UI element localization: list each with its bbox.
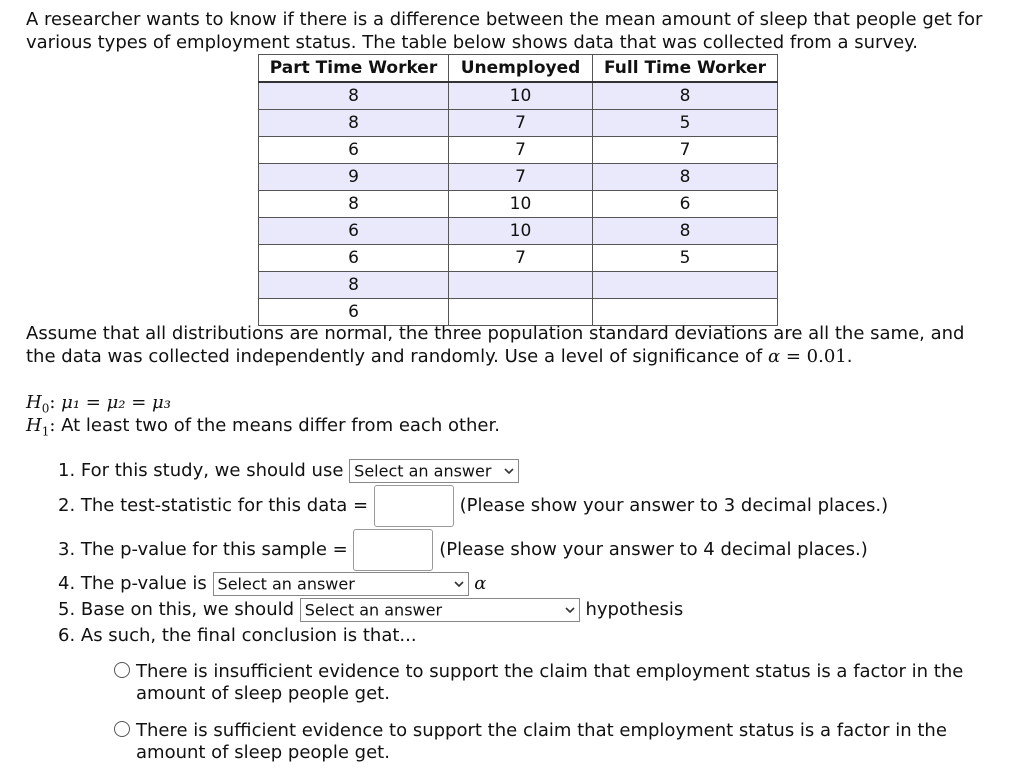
table-row bbox=[259, 245, 778, 272]
table-cell: 8 bbox=[259, 82, 449, 110]
question-6-label: 6. As such, the final conclusion is that... bbox=[58, 625, 417, 646]
alternative-hypothesis bbox=[26, 415, 500, 443]
question-6 bbox=[58, 624, 417, 648]
h1-text: At least two of the means differ from each other. bbox=[61, 415, 500, 436]
table-cell: 8 bbox=[593, 218, 778, 245]
assumptions-period: . bbox=[846, 346, 853, 367]
column-header-part-time: Part Time Worker bbox=[259, 55, 449, 83]
chevron-down-icon bbox=[564, 602, 576, 618]
table-row bbox=[259, 272, 778, 299]
conclusion-option-insufficient[interactable] bbox=[114, 661, 994, 705]
table-cell bbox=[449, 272, 593, 299]
h0-subscript: 0 bbox=[41, 401, 50, 416]
assumptions-text bbox=[26, 322, 1016, 368]
p-value-input[interactable] bbox=[353, 529, 433, 571]
question-1-label: 1. For this study, we should use bbox=[58, 460, 344, 481]
sleep-data-table bbox=[258, 54, 778, 326]
h0-expression: μ₁ = μ₂ = μ₃ bbox=[61, 392, 171, 413]
table-row bbox=[259, 82, 778, 110]
alpha-value: 0.01 bbox=[806, 346, 847, 367]
hypothesis-decision-select[interactable] bbox=[300, 598, 580, 622]
table-header-row bbox=[259, 55, 778, 83]
table-cell: 10 bbox=[449, 191, 593, 218]
alpha-symbol: α bbox=[767, 346, 781, 367]
table-cell: 8 bbox=[259, 191, 449, 218]
question-5 bbox=[58, 598, 683, 622]
p-value-comparison-select[interactable] bbox=[213, 572, 469, 596]
intro-line-2: various types of employment status. The table below shows data that was collected from a survey. bbox=[26, 32, 918, 53]
table-row bbox=[259, 137, 778, 164]
assumptions-line-2 bbox=[26, 345, 1016, 368]
test-statistic-input[interactable] bbox=[374, 485, 454, 527]
table-cell: 6 bbox=[259, 299, 449, 326]
intro-line-1: A researcher wants to know if there is a difference between the mean amount of sleep that people get for bbox=[26, 9, 983, 30]
alpha-equals: = bbox=[780, 346, 807, 367]
table-cell: 6 bbox=[259, 218, 449, 245]
question-4-label: 4. The p-value is bbox=[58, 573, 207, 594]
h0-label: H bbox=[26, 392, 42, 413]
table-cell: 7 bbox=[593, 137, 778, 164]
table-cell: 8 bbox=[259, 110, 449, 137]
table-cell: 8 bbox=[593, 82, 778, 110]
h1-subscript: 1 bbox=[41, 424, 50, 439]
question-5-label: 5. Base on this, we should bbox=[58, 599, 295, 620]
p-value-comparison-select-value: Select an answer bbox=[217, 574, 355, 594]
conclusion-2-line-1: There is sufficient evidence to support the claim that employment status is a factor in the bbox=[136, 720, 947, 741]
table-cell: 7 bbox=[449, 164, 593, 191]
table-cell: 5 bbox=[593, 245, 778, 272]
question-1 bbox=[58, 459, 519, 483]
radio-button[interactable] bbox=[114, 721, 130, 737]
question-2 bbox=[58, 485, 888, 527]
conclusion-1-line-1: There is insufficient evidence to support the claim that employment status is a factor in the bbox=[136, 661, 964, 682]
h1-colon: : bbox=[49, 415, 56, 436]
h0-colon: : bbox=[49, 392, 56, 413]
question-4 bbox=[58, 572, 486, 596]
table-cell: 6 bbox=[259, 245, 449, 272]
problem-intro bbox=[26, 8, 1006, 54]
table-row bbox=[259, 110, 778, 137]
table-cell: 5 bbox=[593, 110, 778, 137]
question-2-label: 2. The test-statistic for this data = bbox=[58, 495, 369, 516]
conclusion-option-sufficient[interactable] bbox=[114, 720, 994, 764]
table-cell: 7 bbox=[449, 245, 593, 272]
table-cell: 9 bbox=[259, 164, 449, 191]
table-cell: 7 bbox=[449, 110, 593, 137]
conclusion-2-line-2: amount of sleep people get. bbox=[136, 742, 390, 763]
table-cell: 8 bbox=[593, 164, 778, 191]
table-cell: 8 bbox=[259, 272, 449, 299]
question-3-label: 3. The p-value for this sample = bbox=[58, 539, 348, 560]
table-row bbox=[259, 164, 778, 191]
table-row bbox=[259, 218, 778, 245]
chevron-down-icon bbox=[453, 576, 465, 592]
h1-label: H bbox=[26, 415, 42, 436]
question-3 bbox=[58, 529, 868, 571]
table-cell: 6 bbox=[593, 191, 778, 218]
conclusion-1-line-2: amount of sleep people get. bbox=[136, 683, 390, 704]
hypothesis-decision-select-value: Select an answer bbox=[304, 600, 443, 620]
test-type-select[interactable] bbox=[349, 459, 519, 483]
test-type-select-value: Select an answer bbox=[354, 461, 492, 481]
table-cell: 10 bbox=[449, 218, 593, 245]
question-5-suffix: hypothesis bbox=[585, 599, 684, 620]
column-header-unemployed: Unemployed bbox=[449, 55, 593, 83]
table-cell: 10 bbox=[449, 82, 593, 110]
table-row bbox=[259, 191, 778, 218]
table-cell bbox=[593, 272, 778, 299]
question-2-note: (Please show your answer to 3 decimal places.) bbox=[459, 495, 889, 516]
alpha-symbol-q4: α bbox=[474, 573, 487, 594]
chevron-down-icon bbox=[503, 463, 515, 479]
question-3-note: (Please show your answer to 4 decimal places.) bbox=[439, 539, 868, 560]
table-cell: 7 bbox=[449, 137, 593, 164]
assumptions-line-2-text: the data was collected independently and randomly. Use a level of significance of bbox=[26, 346, 768, 367]
radio-button[interactable] bbox=[114, 662, 130, 678]
table-cell: 6 bbox=[259, 137, 449, 164]
column-header-full-time: Full Time Worker bbox=[593, 55, 778, 83]
assumptions-line-1: Assume that all distributions are normal, the three population standard deviations are all the same, and bbox=[26, 323, 965, 344]
